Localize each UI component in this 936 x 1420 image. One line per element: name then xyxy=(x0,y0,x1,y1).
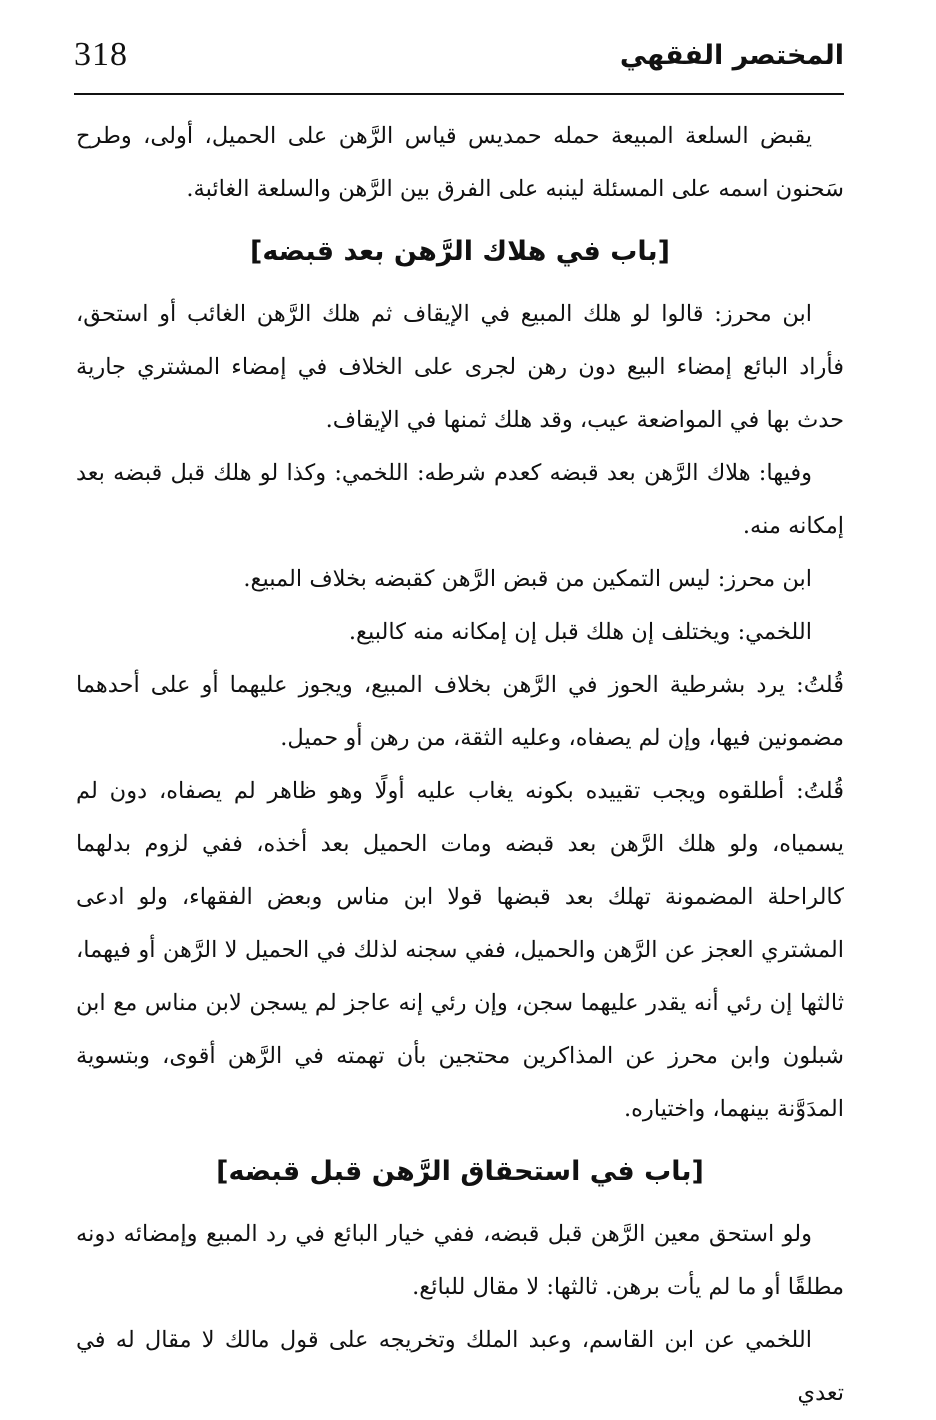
paragraph-7: قُلتُ: أطلقوه ويجب تقييده بكونه يغاب عليه أولًا وهو ظاهر لم يصفاه، دون لم يسمياه، ولو هلك الرَّهن بعد قبضه ومات الحميل بعد أخذه، ففي لزوم بدلهما كالراحلة المضمونة تهلك بعد قبضها قولا ابن مناس وبعض الفقهاء، ولو ادعى المشتري العجز عن الرَّهن والحميل، ففي سجنه لذلك في الحميل لا الرَّهن أو فيهما، ثالثها إن رئي أنه يقدر عليهما سجن، وإن رئي إنه عاجز لم يسجن لابن مناس مع ابن شبلون وابن محرز عن المذاكرين محتجين بأن تهمته في الرَّهن أقوى، وبتسوية المدَوَّنة بينهما، واختياره. xyxy=(76,778,844,1122)
section-heading-entitlement: [باب في استحقاق الرَّهن قبل قبضه] xyxy=(216,1156,704,1187)
paragraph-4: ابن محرز: ليس التمكين من قبض الرَّهن كقبضه بخلاف المبيع. xyxy=(243,566,812,592)
paragraph-5: اللخمي: ويختلف إن هلك قبل إن إمكانه منه كالبيع. xyxy=(348,619,812,645)
paragraph-8: ولو استحق معين الرَّهن قبل قبضه، ففي خيار البائع في رد المبيع وإمضائه دونه مطلقًا أو ما لم يأت برهن. ثالثها: لا مقال للبائع. xyxy=(76,1221,844,1300)
paragraph-3: وفيها: هلاك الرَّهن بعد قبضه كعدم شرطه: اللخمي: وكذا لو هلك قبل قبضه بعد إمكانه منه. xyxy=(76,460,844,539)
paragraph-2: ابن محرز: قالوا لو هلك المبيع في الإيقاف ثم هلك الرَّهن الغائب أو استحق، فأراد البائع إمضاء البيع دون رهن لجرى على الخلاف في إمضاء المشتري جارية حدث بها في المواضعة عيب، وقد هلك ثمنها في الإيقاف. xyxy=(76,301,844,433)
page-header xyxy=(74,30,844,90)
paragraph-9: اللخمي عن ابن القاسم، وعبد الملك وتخريجه على قول مالك لا مقال له في تعدي xyxy=(76,1327,844,1406)
paragraph-6: قُلتُ: يرد بشرطية الحوز في الرَّهن بخلاف المبيع، ويجوز عليهما أو على أحدهما مضمونين فيها، وإن لم يصفاه، وعليه الثقة، من رهن أو حميل. xyxy=(76,672,844,751)
page-body xyxy=(76,110,844,1420)
paragraph-1: يقبض السلعة المبيعة حمله حمديس قياس الرَّهن على الحميل، أولى، وطرح سَحنون اسمه على المسئلة لينبه على الفرق بين الرَّهن والسلعة الغائبة. xyxy=(76,123,844,202)
running-title: المختصر الفقهي xyxy=(619,40,844,71)
header-divider xyxy=(74,93,844,95)
page-number: 318 xyxy=(74,36,128,73)
section-heading-destruction: [باب في هلاك الرَّهن بعد قبضه] xyxy=(250,236,670,267)
